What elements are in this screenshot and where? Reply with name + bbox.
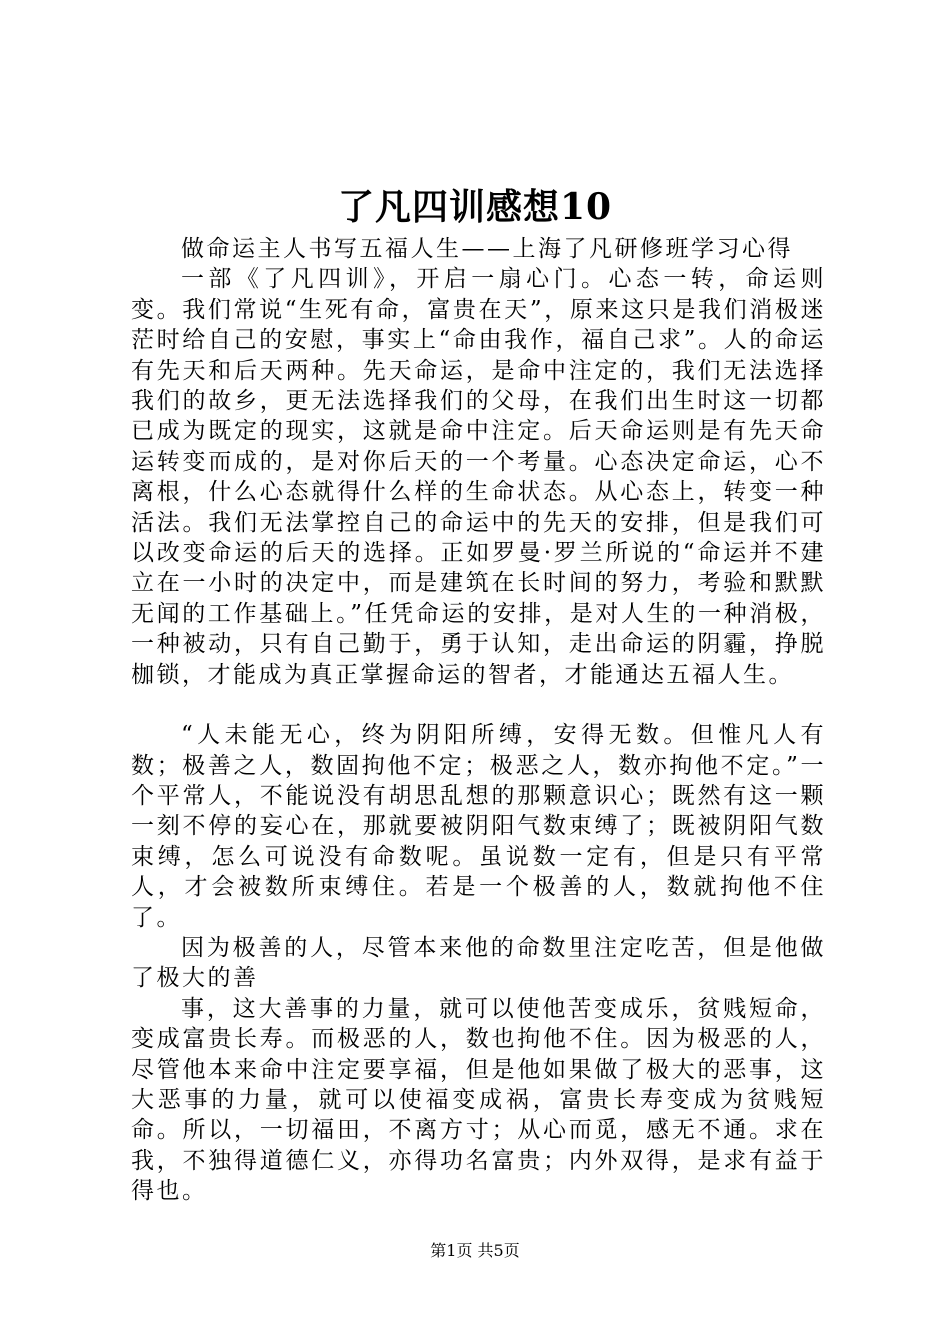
paragraph-3: 因为极善的人，尽管本来他的命数里注定吃苦，但是他做了极大的善 [131, 934, 826, 992]
document-subtitle: 做命运主人书写五福人生——上海了凡研修班学习心得 [181, 236, 793, 262]
document-body [131, 234, 826, 1207]
document-title: 了凡四训感想10 [337, 186, 613, 228]
paragraph-1: 一部《了凡四训》，开启一扇心门。心态一转，命运则变。我们常说“生死有命，富贵在天”，原来这只是我们消极迷茫时给自己的安慰，事实上“命由我作，福自己求”。人的命运有先天和后天两种。先天命运，是命中注定的，我们无法选择我们的故乡，更无法选择我们的父母，在我们出生时这一切都已成为既定的现实，这就是命中注定。后天命运则是有先天命运转变而成的，是对你后天的一个考量。心态决定命运，心不离根，什么心态就得什么样的生命状态。从心态上，转变一种活法。我们无法掌控自己的命运中的先天的安排，但是我们可以改变命运的后天的选择。正如罗曼·罗兰所说的“命运并不建立在一小时的决定中，而是建筑在长时间的努力，考验和默默无闻的工作基础上。”任凭命运的安排，是对人生的一种消极，一种被动，只有自己勤于，勇于认知，走出命运的阴霾，挣脱枷锁，才能成为真正掌握命运的智者，才能通达五福人生。 [131, 266, 826, 688]
paragraph-2: “人未能无心，终为阴阳所缚，安得无数。但惟凡人有数；极善之人，数固拘他不定；极恶之人，数亦拘他不定。”一个平常人，不能说没有胡思乱想的那颗意识心；既然有这一颗一刻不停的妄心在，那就要被阴阳气数束缚了；既被阴阳气数束缚，怎么可说没有命数呢。虽说数一定有，但是只有平常人，才会被数所束缚住。若是一个极善的人，数就拘他不住了。 [131, 722, 826, 931]
paragraph-4: 事，这大善事的力量，就可以使他苦变成乐，贫贱短命，变成富贵长寿。而极恶的人，数也拘他不住。因为极恶的人，尽管他本来命中注定要享福，但是他如果做了极大的恶事，这大恶事的力量，就可以使福变成祸，富贵长寿变成为贫贱短命。所以，一切福田，不离方寸；从心而觅，感无不通。求在我，不独得道德仁义，亦得功名富贵；内外双得，是求有益于得也。 [131, 995, 826, 1205]
page-number-footer: 第1页 共5页 [430, 1241, 520, 1260]
